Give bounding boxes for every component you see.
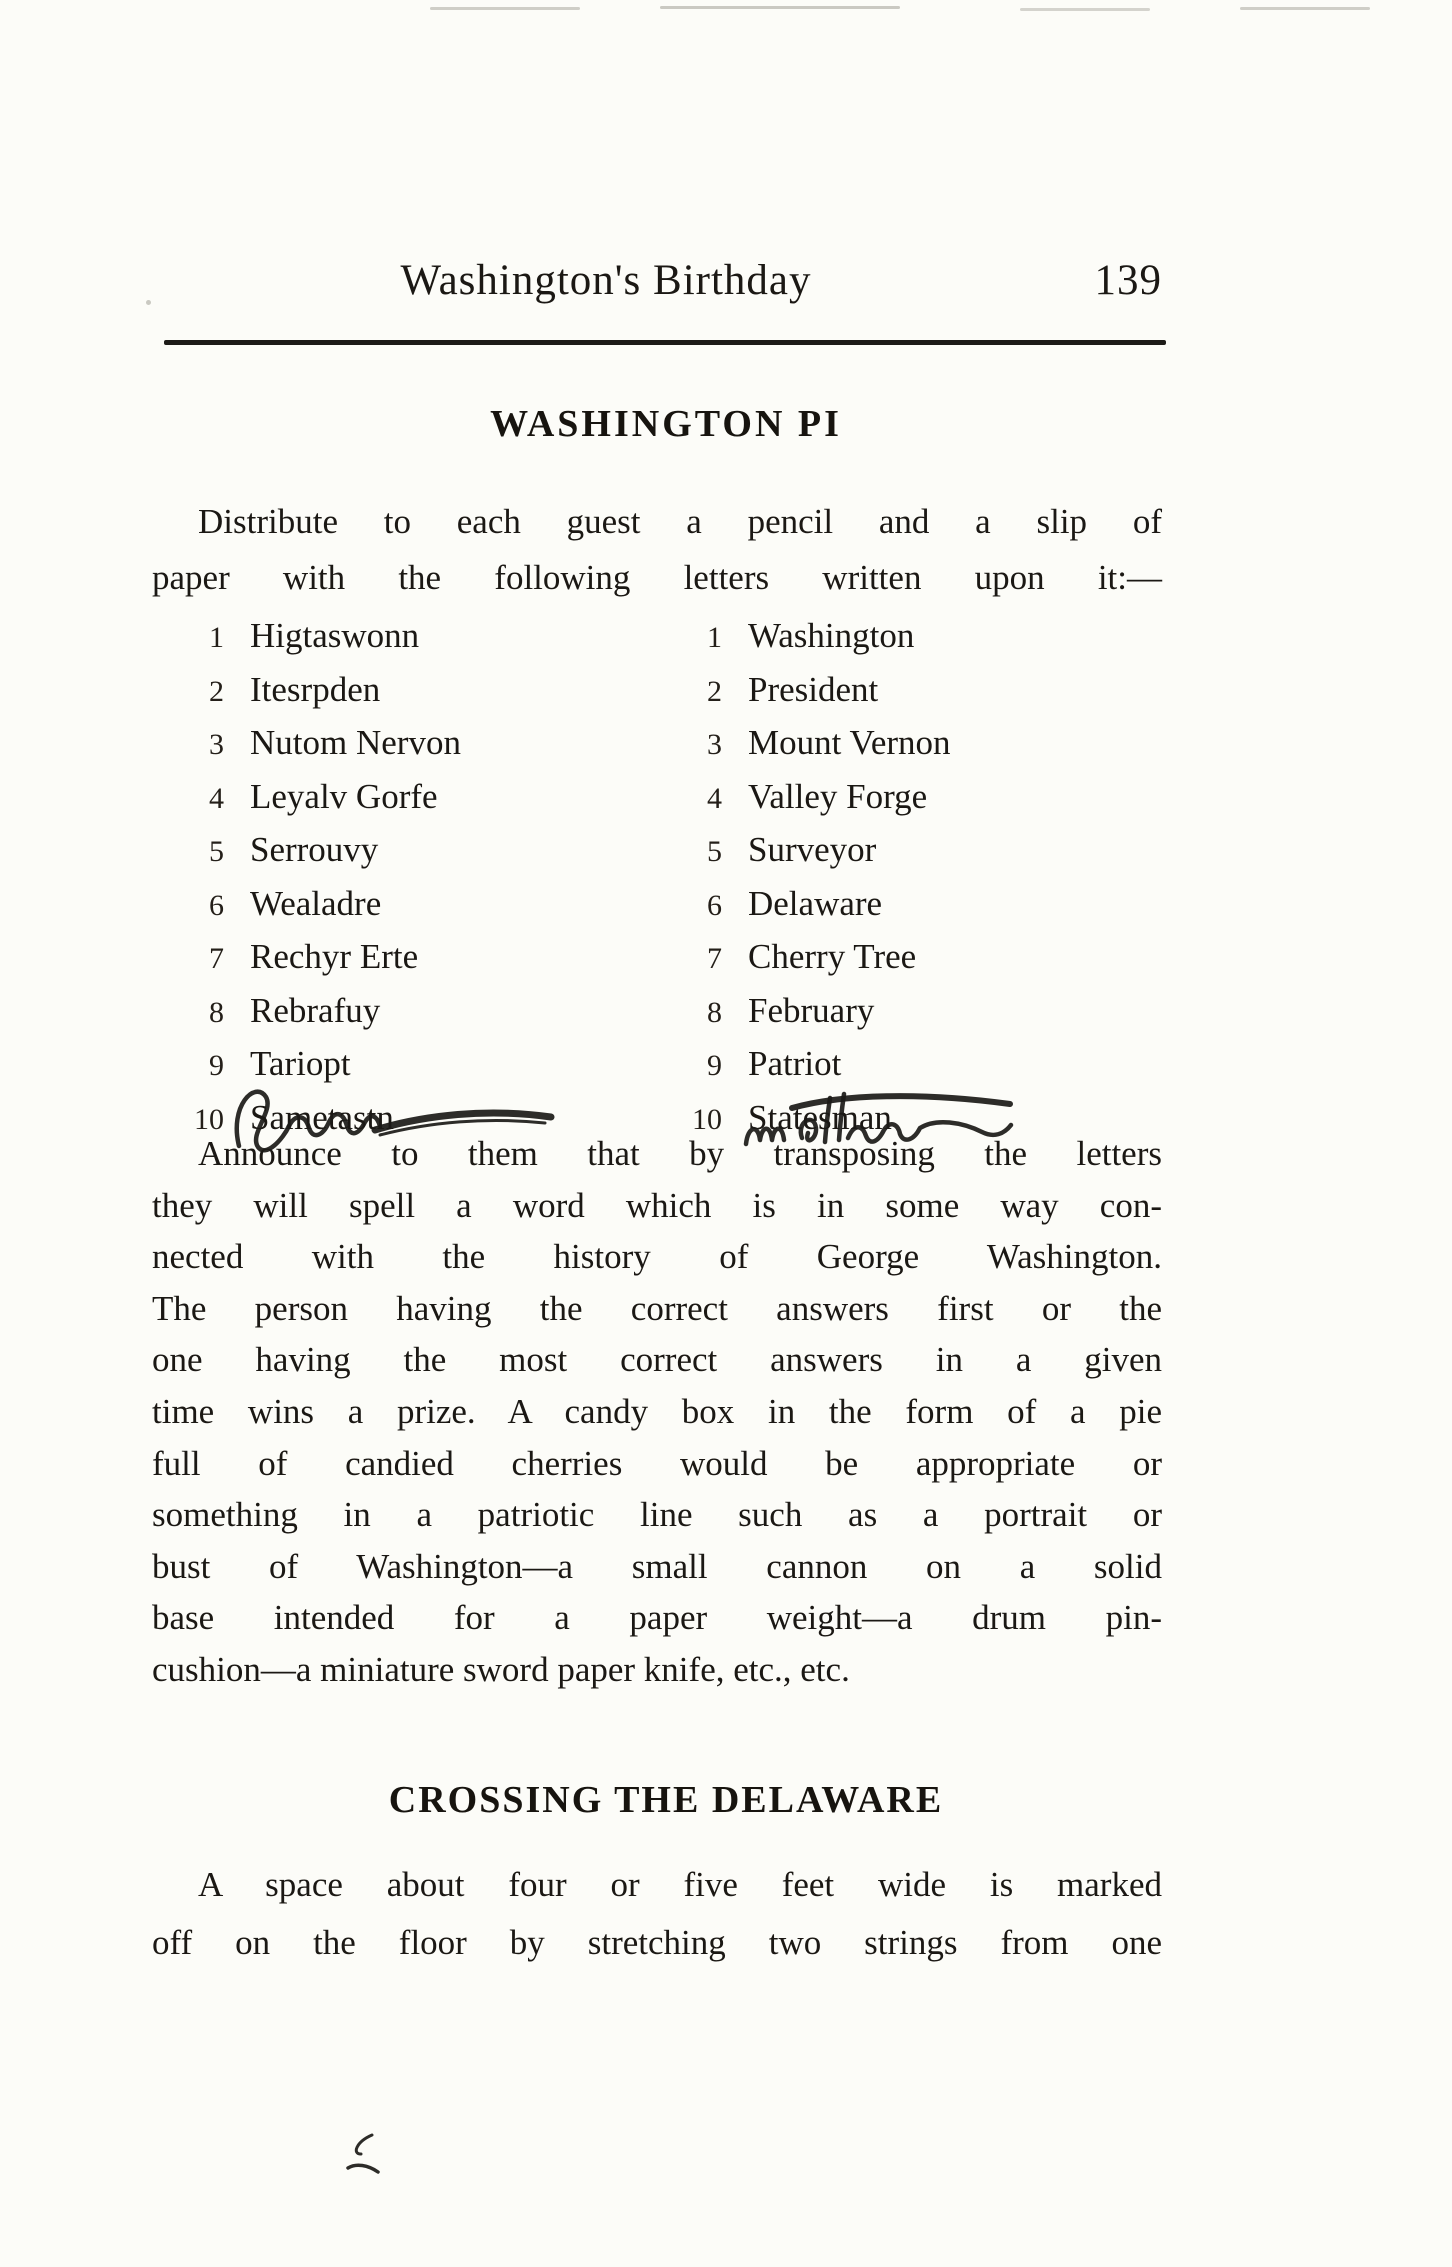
scrambled-word: Sametastn xyxy=(250,1097,394,1137)
answer-number: 9 xyxy=(707,1049,722,1082)
header-rule xyxy=(164,340,1166,345)
puzzle-number: 9 xyxy=(209,1049,224,1082)
answer-word: Cherry Tree xyxy=(748,937,917,976)
scan-artifact xyxy=(430,7,580,10)
puzzle-number: 8 xyxy=(209,995,224,1029)
text-line: The person having the correct answers first or the xyxy=(152,1288,1162,1328)
scrambled-word: Rebrafuy xyxy=(250,990,381,1030)
puzzle-row xyxy=(166,664,1166,718)
answer-word: Valley Forge xyxy=(748,776,928,816)
scrambled-word: Nutom Nervon xyxy=(250,723,461,762)
scrambled-word: Rechyr Erte xyxy=(250,937,419,976)
scrambled-word: Higtaswonn xyxy=(250,616,420,655)
answer-word: Patriot xyxy=(748,1044,842,1083)
text-line: A space about four or five feet wide is marked xyxy=(198,1865,1162,1904)
answer-word: February xyxy=(748,990,875,1030)
section1-title: WASHINGTON PI xyxy=(490,403,842,445)
text-line: paper with the following letters written upon it:— xyxy=(152,558,1162,597)
puzzle-number: 3 xyxy=(209,728,224,761)
puzzle-number: 7 xyxy=(209,942,224,975)
scrambled-word: Tariopt xyxy=(250,1044,351,1083)
answer-number: 10 xyxy=(692,1102,722,1136)
answer-word: Statesman xyxy=(748,1097,892,1137)
puzzle-row xyxy=(166,717,1166,771)
text-line: time wins a prize. A candy box in the form of a pie xyxy=(152,1391,1162,1431)
page-number: 139 xyxy=(1094,257,1162,304)
scan-artifact xyxy=(660,6,900,9)
answer-number: 4 xyxy=(707,781,722,815)
puzzle-row xyxy=(166,610,1166,664)
answer-word: President xyxy=(748,669,879,709)
text-line: Announce to them that by transposing the letters xyxy=(198,1134,1162,1173)
puzzle-row xyxy=(166,878,1166,932)
answer-word: Washington xyxy=(748,616,915,655)
text-line: off on the floor by stretching two strings from one xyxy=(152,1923,1162,1962)
text-line: Distribute to each guest a pencil and a slip of xyxy=(198,502,1162,541)
scan-artifact xyxy=(146,300,151,305)
answer-number: 6 xyxy=(707,888,722,922)
section2-title: CROSSING THE DELAWARE xyxy=(388,1779,944,1821)
text-line: base intended for a paper weight—a drum pin- xyxy=(152,1598,1162,1638)
text-line: full of candied cherries would be appropriate or xyxy=(152,1443,1162,1483)
intro-paragraph xyxy=(152,494,1162,606)
answer-number: 5 xyxy=(707,835,722,868)
scrambled-word: Wealadre xyxy=(250,883,382,923)
answer-number: 2 xyxy=(707,674,722,708)
puzzle-row xyxy=(166,1038,1166,1092)
scan-artifact xyxy=(1020,8,1150,11)
puzzle-number: 1 xyxy=(209,621,224,654)
closing-paragraph xyxy=(152,1856,1162,1972)
answer-number: 8 xyxy=(707,995,722,1029)
running-head-title: Washington's Birthday xyxy=(400,257,812,304)
puzzle-list xyxy=(166,610,1166,1145)
text-line: one having the most correct answers in a given xyxy=(152,1340,1162,1380)
scrambled-word: Leyalv Gorfe xyxy=(250,776,438,816)
text-line: something in a patriotic line such as a portrait or xyxy=(152,1495,1162,1535)
puzzle-number: 2 xyxy=(209,674,224,708)
puzzle-row xyxy=(166,985,1166,1039)
puzzle-number: 5 xyxy=(209,835,224,868)
puzzle-number: 4 xyxy=(209,781,224,815)
page-header xyxy=(166,256,1166,305)
puzzle-row xyxy=(166,824,1166,878)
text-line: cushion—a miniature sword paper knife, etc., etc. xyxy=(152,1649,850,1689)
answer-number: 3 xyxy=(707,728,722,761)
scrambled-word: Serrouvy xyxy=(250,830,379,869)
text-line: bust of Washington—a small cannon on a solid xyxy=(152,1546,1162,1586)
puzzle-number: 6 xyxy=(209,888,224,922)
text-line: they will spell a word which is in some way con- xyxy=(152,1185,1162,1225)
ink-mark xyxy=(342,2130,386,2178)
scrambled-word: Itesrpden xyxy=(250,669,381,709)
puzzle-row xyxy=(166,771,1166,825)
answer-word: Surveyor xyxy=(748,830,877,869)
answer-number: 1 xyxy=(707,621,722,654)
puzzle-number: 10 xyxy=(194,1102,224,1136)
answer-number: 7 xyxy=(707,942,722,975)
text-line: nected with the history of George Washington. xyxy=(152,1237,1162,1277)
answer-word: Delaware xyxy=(748,883,883,923)
puzzle-row xyxy=(166,931,1166,985)
scan-artifact xyxy=(1240,7,1370,10)
answer-word: Mount Vernon xyxy=(748,723,951,762)
body-paragraph xyxy=(152,1128,1162,1696)
